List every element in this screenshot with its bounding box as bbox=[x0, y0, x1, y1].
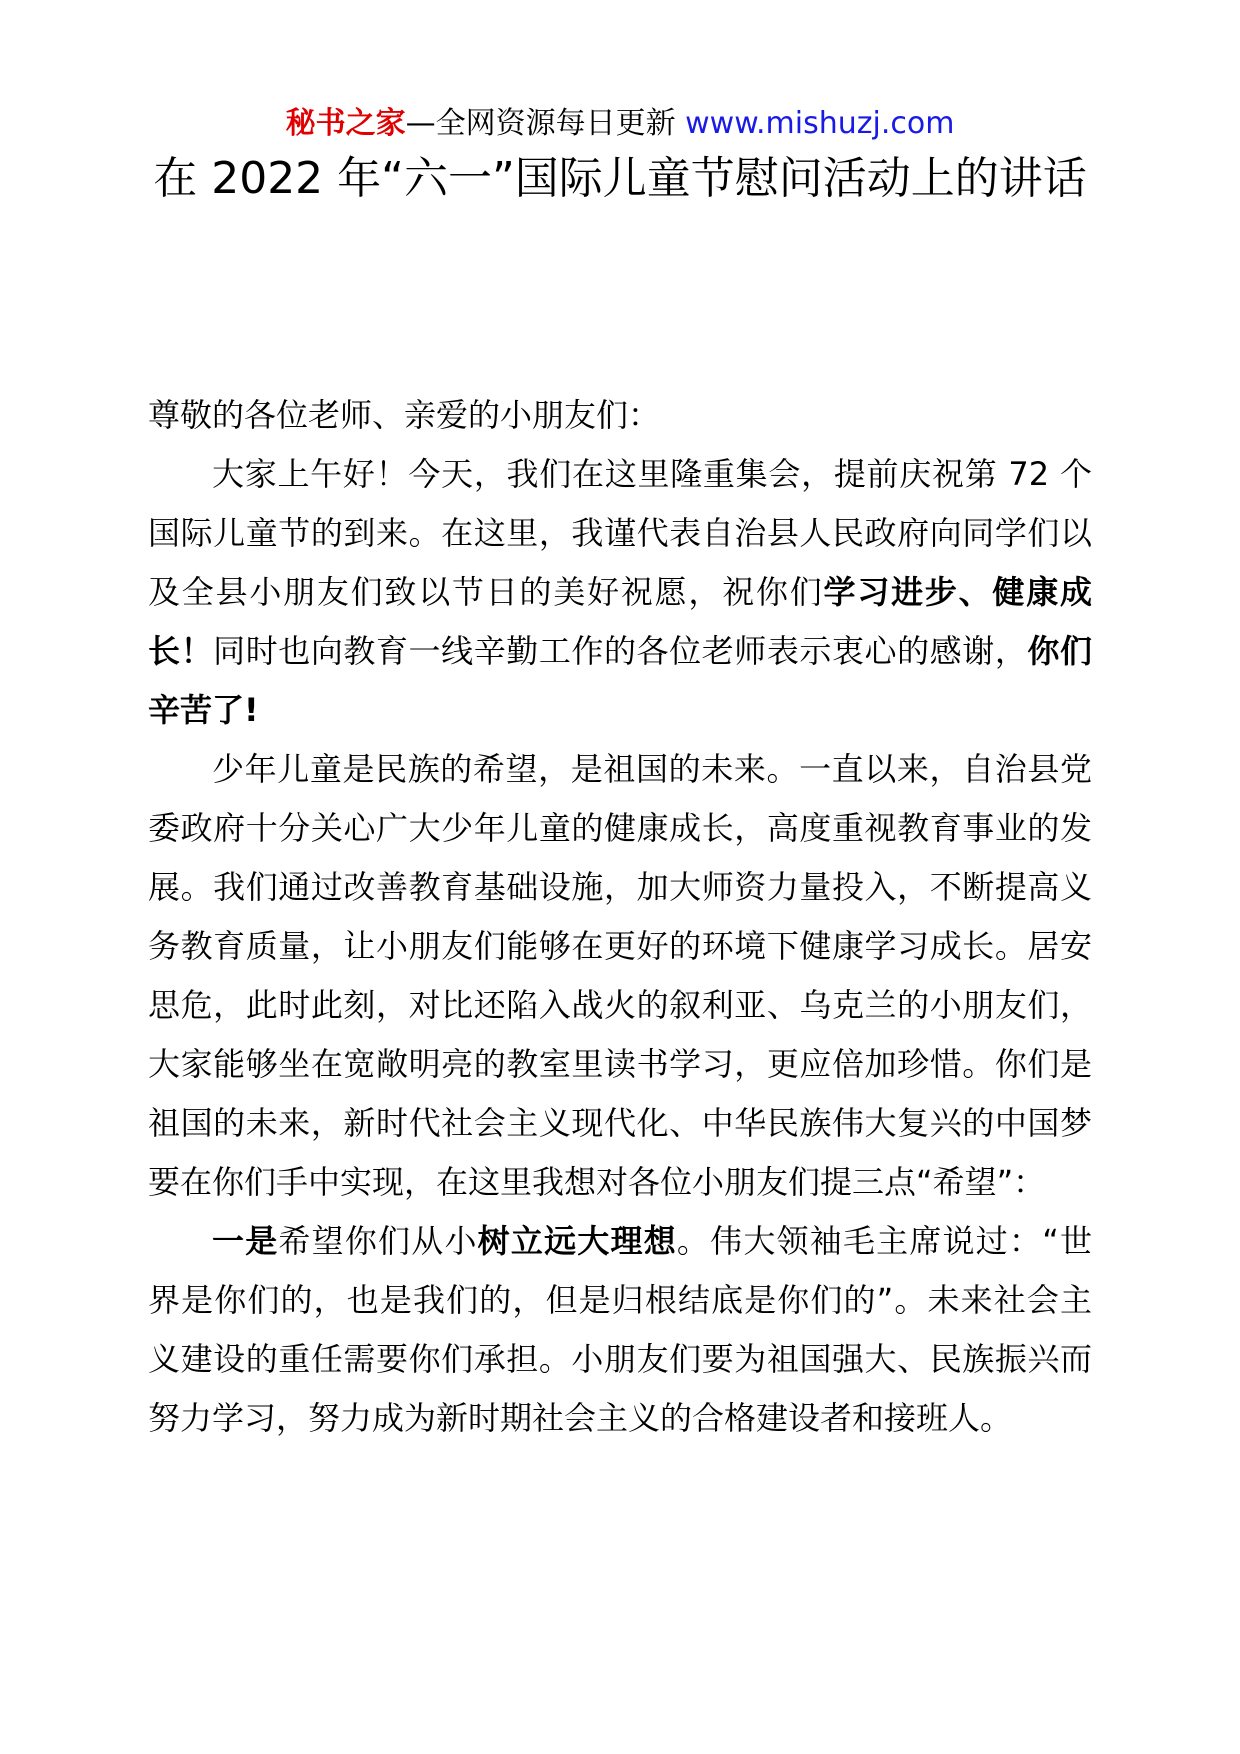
hope-one-emphasis: 树立远大理想 bbox=[477, 1222, 677, 1260]
brand-name: 秘书之家 bbox=[285, 106, 406, 141]
greeting-thanks-bold: 你们辛苦了! bbox=[148, 632, 1092, 729]
site-header bbox=[0, 104, 1240, 144]
paragraph-hope-one bbox=[148, 1212, 1092, 1448]
greeting-thanks-text: 同时也向教育一线辛勤工作的各位老师表示衷心的感谢， bbox=[213, 632, 1028, 670]
header-slogan: —全网资源每日更新 bbox=[405, 106, 686, 141]
greeting-wish-bold: 学习进步、健康成长！ bbox=[148, 573, 1092, 670]
site-url-link[interactable]: www.mishuzj.com bbox=[685, 106, 955, 141]
document-body bbox=[148, 386, 1092, 1448]
salutation: 尊敬的各位老师、亲爱的小朋友们： bbox=[148, 396, 661, 434]
hope-one-text: 希望你们从小 bbox=[278, 1222, 478, 1260]
document-title: 在 2022 年“六一”国际儿童节慰问活动上的讲话 bbox=[153, 153, 1087, 204]
paragraph-greeting bbox=[148, 445, 1092, 740]
hope-one-label: 一是 bbox=[212, 1222, 279, 1260]
paragraph-children-future: 少年儿童是民族的希望，是祖国的未来。一直以来，自治县党委政府十分关心广大少年儿童的健康成长，高度重视教育事业的发展。我们通过改善教育基础设施，加大师资力量投入，不断提高义务教育质量，让小朋友们能够在更好的环境下健康学习成长。居安思危，此时此刻，对比还陷入战火的叙利亚、乌克兰的小朋友们，大家能够坐在宽敞明亮的教室里读书学习，更应倍加珍惜。你们是祖国的未来，新时代社会主义现代化、中华民族伟大复兴的中国梦要在你们手中实现，在这里我想对各位小朋友们提三点“希望”： bbox=[148, 750, 1092, 1201]
hope-one-body: 。伟大领袖毛主席说过：“世界是你们的，也是我们的，但是归根结底是你们的”。未来社会主义建设的重任需要你们承担。小朋友们要为祖国强大、民族振兴而努力学习，努力成为新时期社会主义的合格建设者和接班人。 bbox=[148, 1222, 1092, 1437]
greeting-text: 大家上午好！今天，我们在这里隆重集会，提前庆祝第 72 个国际儿童节的到来。在这里，我谨代表自治县人民政府向同学们以及全县小朋友们致以节日的美好祝愿，祝你们 bbox=[148, 455, 1092, 611]
